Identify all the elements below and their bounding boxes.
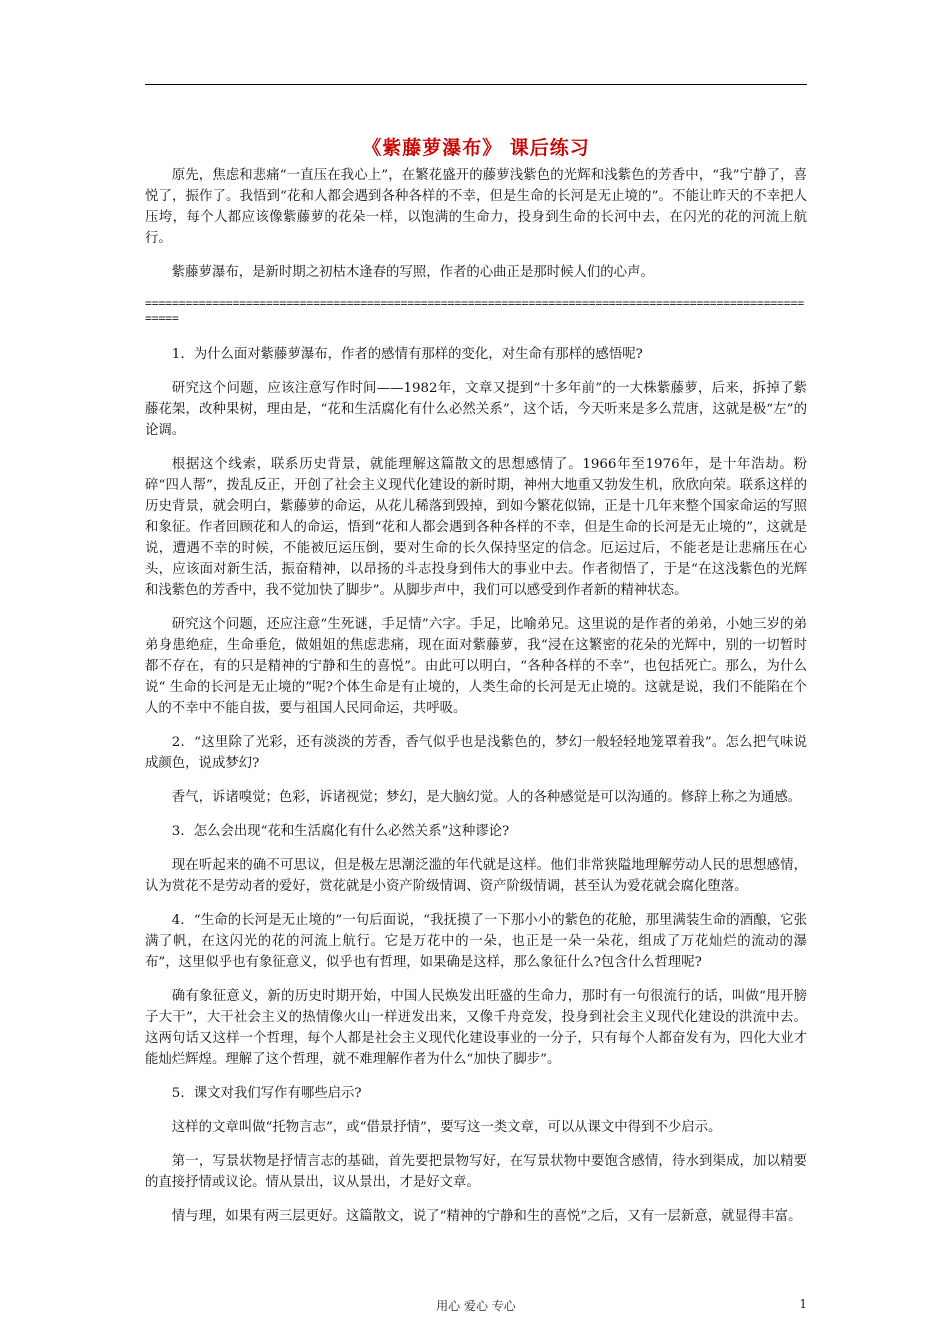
document-body (145, 165, 807, 1240)
paragraph: 情与理，如果有两三层更好。这篇散文，说了“精神的宁静和生的喜悦”之后，又有一层新意，就显得丰富。 (171, 1209, 802, 1224)
page-number: 1 (799, 1297, 807, 1311)
paragraph: 现在听起来的确不可思议，但是极左思潮泛滥的年代就是这样。他们非常狭隘地理解劳动人民的思想感情，认为赏花不是劳动者的爱好，赏花就是小资产阶级情调、资产阶级情调，甚至认为爱花就会腐化堕落。 (145, 858, 807, 894)
question: 1．为什么面对紫藤萝瀑布，作者的感情有那样的变化，对生命有那样的感悟呢? (171, 347, 643, 362)
header-rule (145, 84, 807, 85)
paragraph: 第一，写景状物是抒情言志的基础，首先要把景物写好，在写景状物中要饱含感情，待水到渠成，加以精要的直接抒情或议论。情从景出，议从景出，才是好文章。 (145, 1154, 807, 1190)
question: 2．“这里除了光彩，还有淡淡的芳香，香气似乎也是浅紫色的，梦幻一般轻轻地笼罩着我”。怎么把气味说成颜色，说成梦幻? (145, 735, 807, 771)
footer-motto: 用心 爱心 专心 (436, 1299, 516, 1313)
document-title: 《紫藤萝瀑布》 课后练习 (362, 137, 590, 159)
paragraph: 原先，焦虑和悲痛“一直压在我心上”，在繁花盛开的藤萝浅紫色的光辉和浅紫色的芳香中，“我”宁静了，喜悦了，振作了。我悟到“花和人都会遇到各种各样的不幸，但是生命的长河是无止境的”。不能让昨天的不幸把人压垮，每个人都应该像紫藤萝的花朵一样，以饱满的生命力，投身到生命的长河中去，在闪光的花的河流上航行。 (145, 168, 807, 246)
paragraph: 研究这个问题，还应注意“生死谜，手足情”六字。手足，比喻弟兄。这里说的是作者的弟弟，小她三岁的弟弟身患绝症，生命垂危，做姐姐的焦虑悲痛，现在面对紫藤萝，我“浸在这繁密的花朵的光辉中，别的一切暂时都不存在，有的只是精神的宁静和生的喜悦”。由此可以明白，“各种各样的不幸”，也包括死亡。那么，为什么说“ 生命的长河是无止境的”呢?个体生命是有止境的，人类生命的长河是无止境的。这就是说，我们不能陷在个人的不幸中不能自拔，要与祖国人民同命运，共呼吸。 (145, 617, 807, 716)
paragraph: 研究这个问题，应该注意写作时间——1982年，文章又提到“十多年前”的一大株紫藤萝，后来，拆掉了紫藤花架，改种果树，理由是，“花和生活腐化有什么必然关系”，这个话，今天听来是多么荒唐，这就是极“左”的论调。 (145, 381, 807, 438)
paragraph: 这样的文章叫做“托物言志”，或“借景抒情”，要写这一类文章，可以从课文中得到不少启示。 (171, 1120, 722, 1135)
question: 5．课文对我们写作有哪些启示? (171, 1086, 362, 1101)
paragraph: 根据这个线索，联系历史背景，就能理解这篇散文的思想感情了。1966年至1976年，是十年浩劫。粉碎“四人帮”，拨乱反正，开创了社会主义现代化建设的新时期，神州大地重又勃发生机，欣欣向荣。联系这样的历史背景，就会明白，紫藤萝的命运，从花儿稀落到毁掉，到如今繁花似锦，正是十几年来整个国家命运的写照和象征。作者回顾花和人的命运，悟到“花和人都会遇到各种各样的不幸，但是生命的长河是无止境的”，这就是说，遭遇不幸的时候，不能被厄运压倒，要对生命的长久保持坚定的信念。厄运过后，不能老是让悲痛压在心头，应该面对新生活，振奋精神，以昂扬的斗志投身到伟大的事业中去。作者彻悟了，于是“在这浅紫色的光辉和浅紫色的芳香中，我不觉加快了脚步”。从脚步声中，我们可以感受到作者新的精神状态。 (145, 457, 807, 598)
paragraph: 紫藤萝瀑布，是新时期之初枯木逢春的写照，作者的心曲正是那时候人们的心声。 (171, 265, 654, 280)
question: 4．“生命的长河是无止境的”一句后面说，“我抚摸了一下那小小的紫色的花舱，那里满装生命的酒酿，它张满了帆，在这闪光的花的河流上航行。它是万花中的一朵，也正是一朵一朵花，组成了万花灿烂的流动的瀑布”，这里似乎也有象征意义，似乎也有哲理，如果确是这样，那么象征什么?包含什么哲理呢? (145, 913, 807, 970)
question: 3．怎么会出现“花和生活腐化有什么必然关系”这种谬论? (171, 824, 510, 839)
paragraph: 确有象征意义，新的历史时期开始，中国人民焕发出旺盛的生命力，那时有一句很流行的话，叫做“甩开膀子大干”，大干社会主义的热情像火山一样迸发出来，又像千舟竞发，投身到社会主义现代化建设的洪流中去。这两句话又这样一个哲理，每个人都是社会主义现代化建设事业的一分子，只有每个人都奋发有为，四化大业才能灿烂辉煌。理解了这个哲理，就不难理解作者为什么“加快了脚步”。 (145, 989, 807, 1067)
separator-line: ======================================================================================================= (145, 296, 804, 325)
paragraph: 香气，诉诸嗅觉；色彩，诉诸视觉；梦幻，是大脑幻觉。人的各种感觉是可以沟通的。修辞上称之为通感。 (171, 790, 802, 805)
